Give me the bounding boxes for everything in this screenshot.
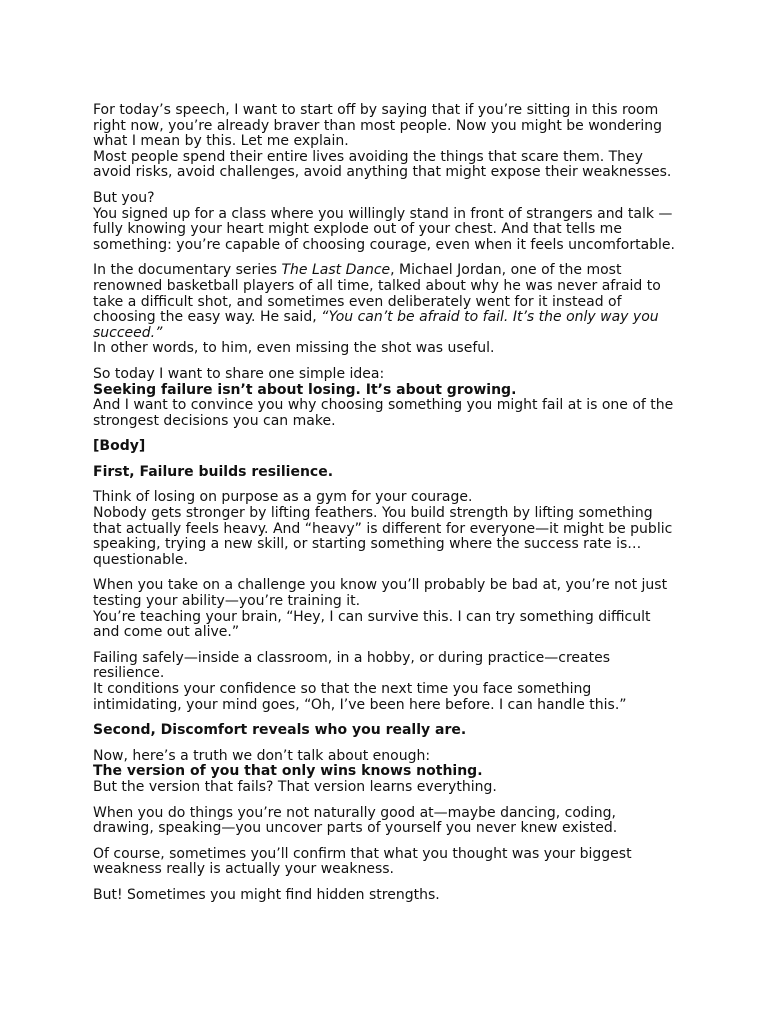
intro-text: For today’s speech, I want to start off by saying that if you’re sitting in this room right now, you’re already braver than most people. Now you might be wondering what I mean by this. Let me explain. (93, 102, 663, 150)
document-page (93, 103, 678, 914)
jordan-after: In other words, to him, even missing the shot was useful. (93, 340, 495, 357)
challenge-text: When you take on a challenge you know you’ll probably be bad at, you’re not just testing your ability—you’re training it. (93, 577, 668, 610)
but-you-question: But you? (93, 189, 155, 206)
strengths-text: But! Sometimes you might find hidden strengths. (93, 886, 440, 903)
truth-intro: Now, here’s a truth we don’t talk about enough: (93, 747, 431, 764)
documentary-title: The Last Dance (281, 262, 391, 279)
gym-text: Think of losing on purpose as a gym for your courage. (93, 489, 473, 506)
but-you-paragraph (93, 191, 678, 253)
jordan-paragraph (93, 263, 678, 357)
intro-paragraph (93, 103, 678, 181)
but-you-text: You signed up for a class where you willingly stand in front of strangers and talk —fully knowing your heart might explode out of your chest. And that tells me something: you’re capable of choosing courage, even when it feels uncomfortable. (93, 205, 675, 253)
idea-convince: And I want to convince you why choosing something you might fail at is one of the strongest decisions you can make. (93, 397, 674, 429)
wins-statement: The version of you that only wins knows nothing. (93, 763, 483, 780)
weakness-text: Of course, sometimes you’ll confirm that what you thought was your biggest weakness really is actually your weakness. (93, 845, 632, 878)
weakness-paragraph (93, 847, 678, 878)
jordan-pre: In the documentary series (93, 262, 282, 279)
uncover-text: When you do things you’re not naturally good at—maybe dancing, coding, drawing, speaking—you uncover parts of yourself you never knew existed. (93, 804, 618, 837)
gym-paragraph (93, 490, 678, 568)
truth-paragraph (93, 749, 678, 796)
failing-safely-text: Failing safely—inside a classroom, in a hobby, or during practice—creates resilience. (93, 649, 610, 682)
fails-text: But the version that fails? That version learns everything. (93, 778, 497, 795)
resilience-paragraph (93, 651, 678, 713)
jordan-quote: “You can’t be afraid to fail. It’s the only way you succeed.” (93, 309, 659, 341)
intro-avoidance-text: Most people spend their entire lives avoiding the things that scare them. They avoid risks, avoid challenges, avoid anything that might expose their weaknesses. (93, 148, 672, 181)
idea-intro: So today I want to share one simple idea: (93, 365, 385, 382)
jordan-text (93, 263, 678, 341)
uncover-paragraph (93, 806, 678, 837)
first-point-heading: First, Failure builds resilience. (93, 463, 334, 480)
second-point-heading: Second, Discomfort reveals who you really are. (93, 722, 467, 739)
strengths-paragraph (93, 888, 678, 904)
brain-text: You’re teaching your brain, “Hey, I can survive this. I can try something difficult and come out alive.” (93, 608, 651, 641)
idea-paragraph (93, 367, 678, 429)
feathers-text: Nobody gets stronger by lifting feathers. You build strength by lifting something that actually feels heavy. And “heavy” is different for everyone—it might be public speaking, trying a new skill, or starting something where the success rate is… questionable. (93, 505, 673, 568)
challenge-paragraph (93, 578, 678, 640)
body-heading: [Body] (93, 438, 146, 455)
jordan-mid: , Michael Jordan, one of the most renowned basketball players of all time, talked about why he was never afraid to take a difficult shot, and sometimes even deliberately went for it instead of choosing the easy way. He said, (93, 262, 661, 326)
confidence-text: It conditions your confidence so that the next time you face something intimidating, your mind goes, “Oh, I’ve been here before. I can handle this.” (93, 681, 627, 713)
thesis-statement: Seeking failure isn’t about losing. It’s about growing. (93, 381, 517, 398)
